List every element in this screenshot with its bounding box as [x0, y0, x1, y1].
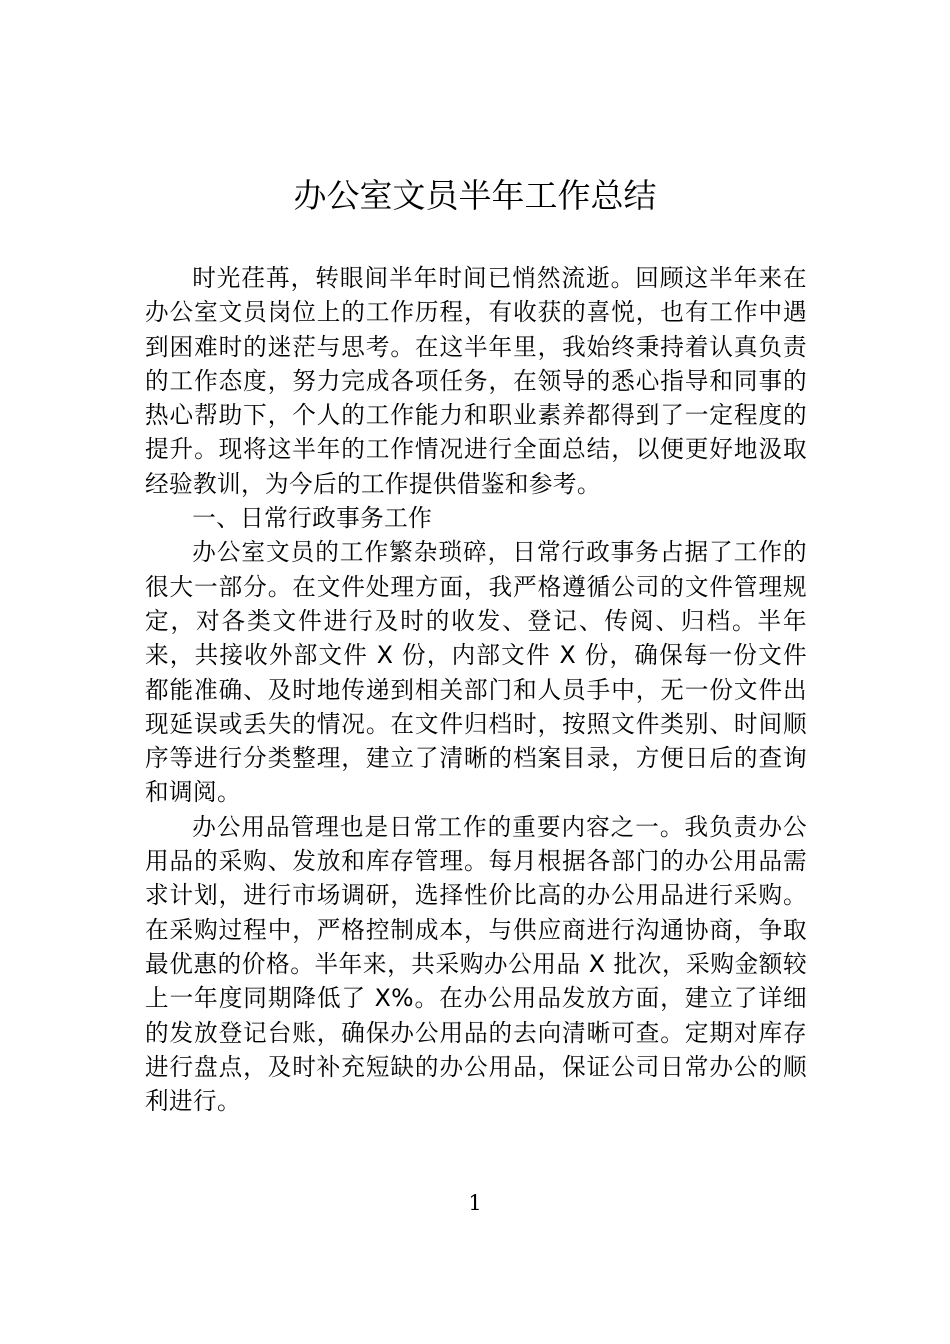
section-1-paragraph-1: 办公室文员的工作繁杂琐碎，日常行政事务占据了工作的很大一部分。在文件处理方面，我严格遵循公司的文件管理规定，对各类文件进行及时的收发、登记、传阅、归档。半年来，共接收外部文件 X 份，内部文件 X 份，确保每一份文件都能准确、及时地传递到相关部门和人员手中，无一份文件出现延误或丢失的情况。在文件归档时，按照文件类别、时间顺序等进行分类整理，建立了清晰的档案目录，方便日后的查询和调阅。 [145, 538, 807, 807]
section-heading-1: 一、日常行政事务工作 [192, 504, 433, 533]
page-title: 办公室文员半年工作总结 [293, 176, 657, 215]
section-1-paragraph-2: 办公用品管理也是日常工作的重要内容之一。我负责办公用品的采购、发放和库存管理。每月根据各部门的办公用品需求计划，进行市场调研，选择性价比高的办公用品进行采购。在采购过程中，严格控制成本，与供应商进行沟通协商，争取最优惠的价格。半年来，共采购办公用品 X 批次，采购金额较上一年度同期降低了 X%。在办公用品发放方面，建立了详细的发放登记台账，确保办公用品的去向清晰可查。定期对库存进行盘点，及时补充短缺的办公用品，保证公司日常办公的顺利进行。 [145, 812, 807, 1116]
intro-paragraph: 时光荏苒，转眼间半年时间已悄然流逝。回顾这半年来在办公室文员岗位上的工作历程，有收获的喜悦，也有工作中遇到困难时的迷茫与思考。在这半年里，我始终秉持着认真负责的工作态度，努力完成各项任务，在领导的悉心指导和同事的热心帮助下，个人的工作能力和职业素养都得到了一定程度的提升。现将这半年的工作情况进行全面总结，以便更好地汲取经验教训，为今后的工作提供借鉴和参考。 [145, 264, 807, 498]
document-body [145, 261, 807, 1118]
page-number: 1 [468, 1191, 482, 1215]
